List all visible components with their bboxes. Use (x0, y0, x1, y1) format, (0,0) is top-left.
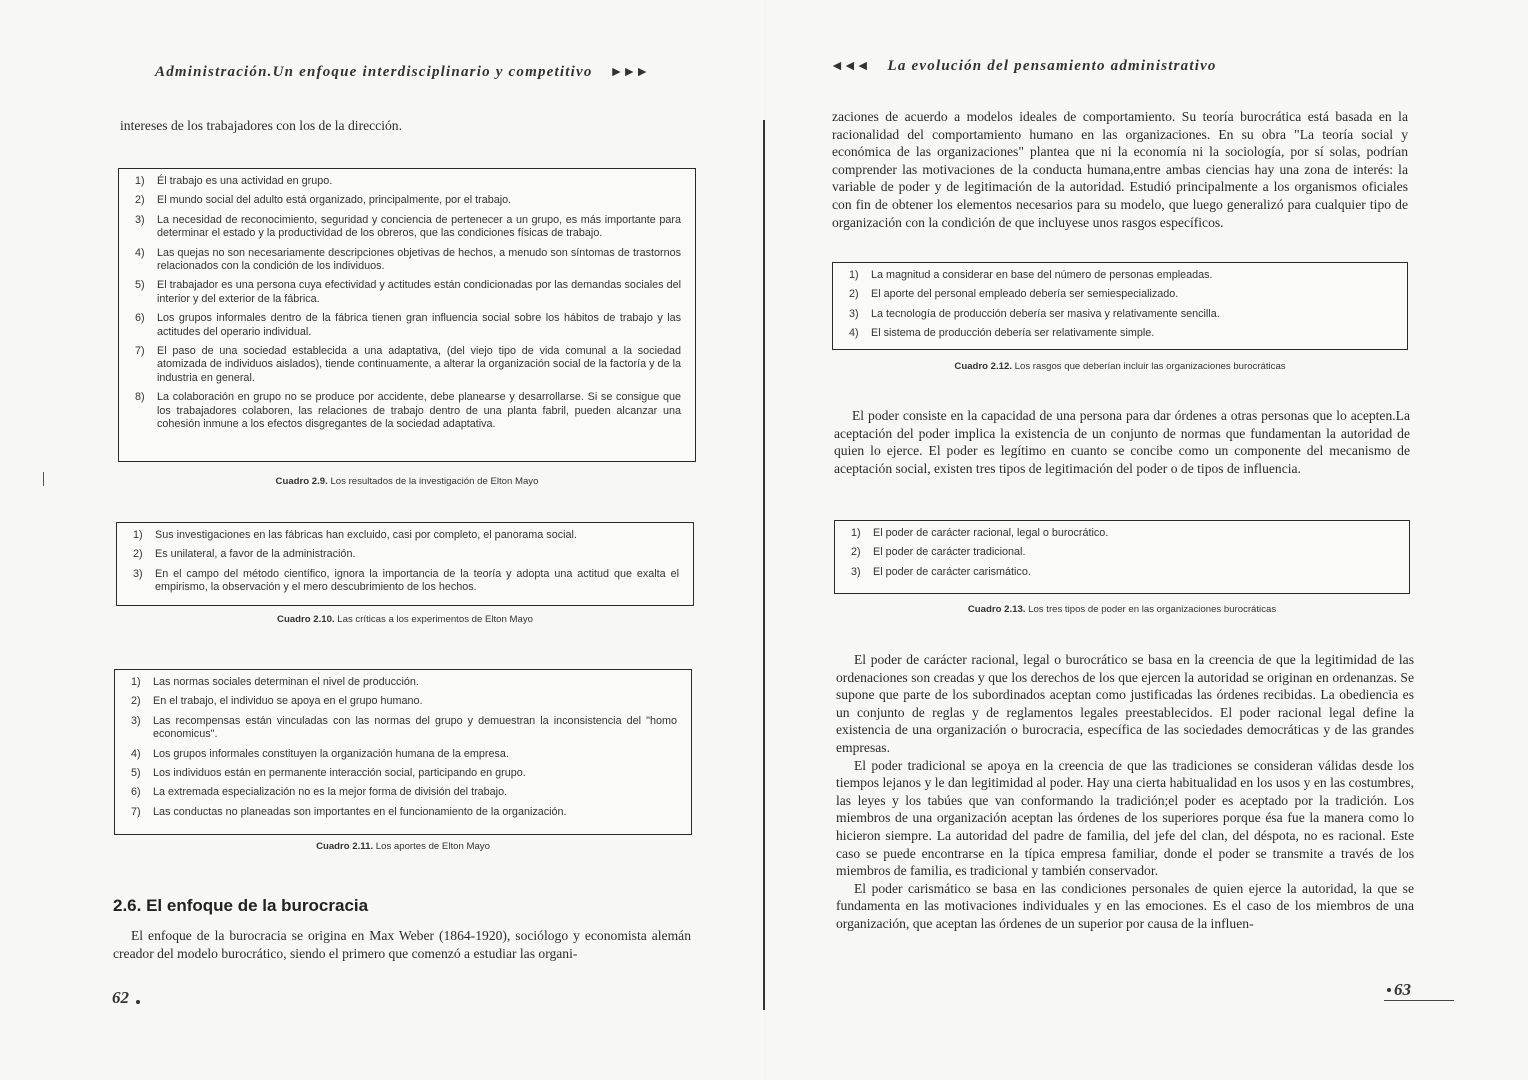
item-number: 2) (133, 548, 143, 561)
page-number-dot-icon (136, 1000, 140, 1004)
item-text: Es unilateral, a favor de la administración. (155, 548, 356, 561)
box-2-9-list (135, 175, 681, 432)
list-item (133, 568, 679, 595)
list-item (135, 279, 681, 306)
paragraph-3a-text: El poder de carácter racional, legal o burocrático se basa en la creencia de que la legitimidad de las ordenaciones son creadas y que los derechos de los que ejercen la autoridad se originan en ordenanzas. Se supone que parte de los subordinados aceptan como justificadas las órdenes recibidas. La obediencia es un conjunto de reglas y de reglamentos legales preestablecidos. El poder racional legal define la existencia de una organización o burocracia, específica de las sociedades democráticas y de las grandes empresas. (836, 652, 1414, 755)
item-number: 7) (135, 345, 145, 358)
item-text: Las normas sociales determinan el nivel de producción. (153, 676, 419, 688)
item-number: 6) (135, 312, 145, 325)
paragraph-2-text: El poder consiste en la capacidad de una persona para dar órdenes a otras personas que lo acepten.La aceptación del poder implica la existencia de un conjunto de normas que fundamentan la autoridad de quien lo ejerce. El poder es legítimo en cuanto se concibe como un componente del mecanismo de aceptación social, existen tres tipos de legitimación del poder o de tipos de influencia. (834, 408, 1410, 476)
item-number: 4) (135, 246, 145, 259)
item-text: La magnitud a considerar en base del número de personas empleadas. (871, 269, 1213, 281)
intro-line: intereses de los trabajadores con los de la dirección. (120, 118, 402, 133)
list-item (851, 566, 1395, 579)
list-item (131, 715, 677, 742)
list-item (135, 247, 681, 274)
edge-mark (43, 472, 44, 486)
caption-2-9 (118, 476, 696, 487)
item-text: La tecnología de producción debería ser masiva y relativamente sencilla. (871, 307, 1220, 320)
item-number: 5) (131, 767, 141, 780)
caption-label: Cuadro 2.9. (275, 476, 328, 487)
item-number: 3) (135, 213, 145, 226)
back-arrows-icon: ◄◄◄ (830, 59, 869, 74)
book-spine (763, 120, 765, 1010)
item-text: Los grupos informales dentro de la fábrica tienen gran influencia social sobre los hábitos de trabajo y las actitudes del operario individual. (157, 312, 681, 338)
item-number: 2) (849, 288, 859, 301)
list-item (131, 767, 677, 780)
list-item (133, 529, 679, 542)
list-item (135, 194, 681, 207)
list-item (131, 786, 677, 799)
item-number: 1) (133, 529, 143, 541)
list-item (131, 676, 677, 689)
caption-text: Los resultados de la investigación de Elton Mayo (330, 476, 539, 487)
box-2-11 (114, 669, 692, 835)
box-2-12-list (849, 269, 1393, 341)
left-running-head (155, 64, 648, 81)
paragraph-2 (834, 407, 1410, 477)
item-number: 1) (851, 527, 861, 539)
list-item (135, 391, 681, 431)
item-number: 8) (135, 391, 145, 404)
list-item (851, 546, 1395, 559)
list-item (131, 695, 677, 708)
list-item (135, 312, 681, 339)
caption-text: Los tres tipos de poder en las organizaciones burocráticas (1028, 604, 1277, 615)
list-item (849, 308, 1393, 321)
item-text: El aporte del personal empleado debería ser semiespecializado. (871, 288, 1179, 301)
item-number: 2) (135, 194, 145, 207)
caption-label: Cuadro 2.12. (954, 361, 1012, 372)
item-number: 5) (135, 279, 145, 292)
section-paragraph (113, 927, 691, 962)
item-text: El trabajador es una persona cuya efectividad y actitudes están condicionadas por las demandas sociales del interior y del exterior de la fábrica. (157, 279, 681, 305)
list-item (849, 269, 1393, 282)
item-number: 3) (849, 307, 859, 320)
item-text: Él trabajo es una actividad en grupo. (157, 175, 333, 187)
item-text: El poder de carácter racional, legal o burocrático. (873, 527, 1109, 539)
box-2-13-list (851, 527, 1395, 579)
item-text: El sistema de producción debería ser relativamente simple. (871, 327, 1155, 340)
page-number-right: 63 (1394, 980, 1411, 999)
item-text: El mundo social del adulto está organizado, principalmente, por el trabajo. (157, 194, 512, 207)
box-2-11-list (131, 676, 677, 819)
item-number: 3) (131, 714, 141, 727)
list-item (849, 288, 1393, 301)
item-number: 3) (133, 567, 143, 580)
running-head-text: Administración.Un enfoque interdisciplinario y competitivo (155, 64, 593, 80)
item-text: La extremada especialización no es la mejor forma de división del trabajo. (153, 786, 508, 799)
right-page (766, 0, 1528, 1080)
list-item (133, 548, 679, 561)
item-text: Los grupos informales constituyen la organización humana de la empresa. (153, 747, 509, 760)
item-text: El poder de carácter tradicional. (873, 546, 1026, 559)
item-number: 1) (135, 175, 145, 187)
page-number-rule (1384, 1000, 1454, 1001)
section-title: 2.6. El enfoque de la burocracia (113, 896, 369, 915)
item-number: 1) (131, 676, 141, 688)
caption-2-10 (116, 614, 694, 625)
box-2-10 (116, 522, 694, 606)
page-number-left: 62 (112, 988, 129, 1007)
list-item (135, 214, 681, 241)
item-number: 2) (851, 546, 861, 559)
box-2-13 (834, 520, 1410, 594)
caption-text: Las críticas a los experimentos de Elton Mayo (337, 614, 533, 625)
item-number: 1) (849, 269, 859, 281)
item-text: Los individuos están en permanente interacción social, participando en grupo. (153, 767, 526, 780)
paragraph-3b-text: El poder tradicional se apoya en la creencia de que las tradiciones se consideran válidas desde los tiempos lejanos y le dan legitimidad al poder. Hay una cierta habitualidad en los usos y en las costumbres, las leyes y los tabúes que van conformando la tradición;el poder es aceptado por la tradición. Los miembros de una organización aceptan las órdenes de los superiores porque ésa fue la manera como lo hicieron siempre. La autoridad del padre de familia, del jefe del clan, del déspota, no es racional. Este caso se puede encontrarse en la típica empresa familiar, donde el poder se transmite a través de los miembros de familia, es tradicional y también conservador. (836, 757, 1414, 879)
caption-2-12 (832, 361, 1408, 372)
caption-label: Cuadro 2.11. (316, 841, 374, 852)
caption-2-11 (114, 841, 692, 852)
item-number: 2) (131, 695, 141, 708)
item-text: La colaboración en grupo no se produce por accidente, debe planearse y desarrollarse. Si se consigue que los trabajadores colaboren, las relaciones de trabajo dentro de una planta fabril, pueden alcanzar una cohesión inmune a los efectos disgregantes de la sociedad adaptativa. (157, 391, 681, 431)
item-number: 3) (851, 565, 861, 578)
paragraph-3 (836, 651, 1414, 933)
item-text: Las conductas no planeadas son importantes en el funcionamiento de la organización. (153, 805, 567, 818)
box-2-10-list (133, 529, 679, 595)
item-text: El paso de una sociedad establecida a una adaptativa, (del viejo tipo de vida comunal a la sociedad atomizada de individuos aislados), tiende continuamente, a alterar la organización social de la factoría y de la industria en general. (157, 345, 681, 384)
item-number: 7) (131, 805, 141, 818)
box-2-9 (118, 168, 696, 462)
item-text: Las quejas no son necesariamente descripciones objetivas de hechos, a menudo son síntomas de trastornos relacionados con la condición de los individuos. (157, 246, 681, 273)
forward-arrows-icon: ►►► (609, 65, 649, 80)
item-text: La necesidad de reconocimiento, seguridad y conciencia de pertenecer a un grupo, es más importante para determinar el estado y la productividad de los obreros, que las condiciones físicas de trabajo. (157, 213, 681, 240)
box-2-12 (832, 262, 1408, 350)
item-text: Sus investigaciones en las fábricas han excluido, casi por completo, el panorama social. (155, 529, 577, 541)
item-number: 4) (131, 747, 141, 760)
running-head-text: La evolución del pensamiento administrativo (887, 58, 1217, 74)
list-item (849, 327, 1393, 340)
caption-text: Los aportes de Elton Mayo (375, 841, 490, 852)
list-item (131, 806, 677, 819)
list-item (851, 527, 1395, 540)
caption-label: Cuadro 2.13. (967, 604, 1026, 615)
caption-2-13 (834, 604, 1410, 615)
item-text: En el campo del método científico, ignora la importancia de la teoría y adopta una actitud que exalta el empirismo, la observación y el mero descubrimiento de los hechos. (155, 567, 679, 594)
section-paragraph-text: El enfoque de la burocracia se origina en Max Weber (1864-1920), sociólogo y economista alemán creador del modelo burocrático, siendo el primero que comenzó a estudiar las organi- (113, 928, 691, 961)
list-item (135, 345, 681, 385)
item-number: 6) (131, 786, 141, 799)
caption-label: Cuadro 2.10. (277, 614, 335, 625)
right-running-head (830, 58, 1217, 75)
paragraph-3c-text: El poder carismático se basa en las condiciones personales de quien ejerce la autoridad, la que se fundamenta en las motivaciones individuales y en las emociones. Es el caso de los miembros de una organización, que aceptan las órdenes de un superior por causa de la influen- (836, 880, 1414, 931)
list-item (135, 175, 681, 188)
list-item (131, 748, 677, 761)
page-number-dot-icon (1387, 988, 1391, 992)
paragraph-1-text: zaciones de acuerdo a modelos ideales de comportamiento. Su teoría burocrática está basada en la racionalidad del comportamiento humano en las organizaciones. En su obra "La teoría social y económica de las organizaciones" plantea que ni la economía ni la sociología, por sí solas, podrían comprender las motivaciones de la conducta humana,entre ambas ciencias hay una zona de interés: la variable de poder y de legitimación de la autoridad. Estudió principalmente a los organismos oficiales con fin de obtener los elementos necesarios para su modelo, que luego generalizó para cualquier tipo de organización con la condición de que incluyese unos rasgos específicos. (832, 109, 1408, 230)
paragraph-1 (832, 108, 1408, 231)
item-text: El poder de carácter carismático. (873, 565, 1031, 578)
caption-text: Los rasgos que deberían incluir las organizaciones burocráticas (1014, 361, 1286, 372)
item-text: En el trabajo, el individuo se apoya en el grupo humano. (153, 695, 423, 708)
item-number: 4) (849, 327, 859, 340)
item-text: Las recompensas están vinculadas con las normas del grupo y demuestran la inconsistencia del "homo economicus". (153, 714, 677, 741)
